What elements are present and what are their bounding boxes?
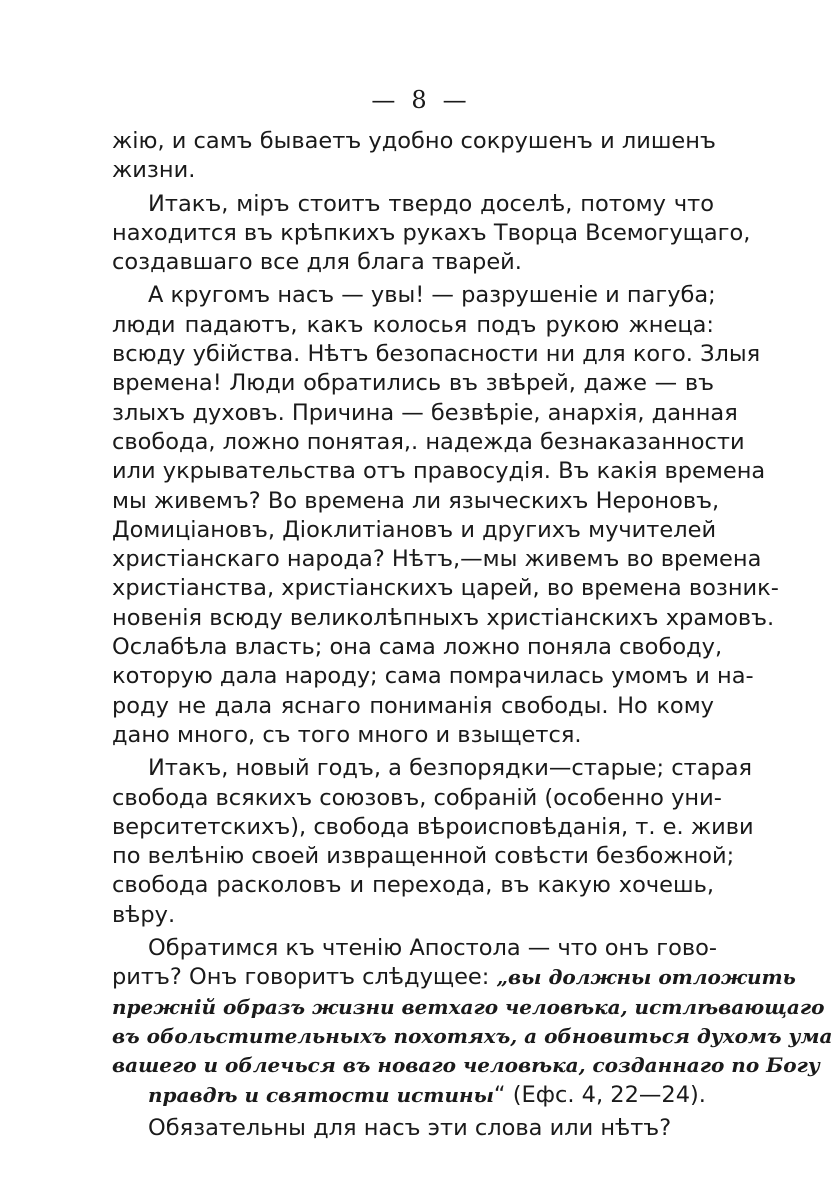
paragraph xyxy=(112,1114,714,1143)
dash-right: — xyxy=(442,86,469,114)
text-line: новенія всюду великолѣпныхъ христіанскихъ храмовъ. xyxy=(112,604,775,631)
text-segment: Обратимся къ чтенію Апостола — что онъ гово- xyxy=(148,935,718,962)
text-line: находится въ крѣпкихъ рукахъ Творца Всемогущаго, xyxy=(112,219,751,246)
quote-segment: правдѣ и святости истины xyxy=(148,1082,494,1107)
paragraph xyxy=(112,281,779,750)
text-line: которую дала народу; сама помрачилась умомъ и на- xyxy=(112,663,754,690)
paragraph xyxy=(112,127,714,186)
text-segment: ритъ? Онъ говоритъ слѣдущее: xyxy=(112,964,497,991)
text-line xyxy=(112,993,825,1022)
quote-segment: вашего и облечься въ новаго человѣка, созданнаго по Богу xyxy=(112,1053,820,1078)
text-line: дано много, съ того много и взыщется. xyxy=(112,721,582,748)
text-line: христіанскаго народа? Нѣтъ,—мы живемъ во времена xyxy=(112,546,762,573)
text-segment: “ (Ефс. 4, 22—24). xyxy=(493,1081,706,1108)
text-line: роду не дала яснаго пониманія свободы. Но кому xyxy=(112,692,714,719)
text-line: вѣру. xyxy=(112,901,176,928)
paragraph xyxy=(112,934,833,1110)
text-line: жію, и самъ бываетъ удобно сокрушенъ и лишенъ xyxy=(112,128,716,154)
text-line: свобода всякихъ союзовъ, собраній (особенно уни- xyxy=(112,784,722,811)
text-line: времена! Люди обратились въ звѣрей, даже — въ xyxy=(112,370,714,397)
page-number-header xyxy=(0,86,840,114)
body-text xyxy=(112,127,833,1143)
quote-segment: „вы должны отложить xyxy=(496,965,796,990)
text-line xyxy=(112,1022,833,1051)
text-line: А кругомъ насъ — увы! — разрушеніе и пагуба; xyxy=(148,282,716,309)
text-line: верситетскихъ), свобода вѣроисповѣданія, т. е. живи xyxy=(112,813,754,840)
text-line: люди падаютъ, какъ колосья подъ рукою жнеца: xyxy=(112,311,714,338)
text-line: христіанства, христіанскихъ царей, во времена возник- xyxy=(112,575,779,602)
quote-segment: прежній образъ жизни ветхаго человѣка, истлѣвающаго xyxy=(112,994,825,1019)
text-line: свобода, ложно понятая,. надежда безнаказанности xyxy=(112,428,745,455)
text-line: или укрывательства отъ правосудія. Въ какія времена xyxy=(112,458,766,485)
page-number: 8 xyxy=(411,86,429,114)
text-line: создавшаго все для блага тварей. xyxy=(112,249,522,276)
dash-left: — xyxy=(371,86,398,114)
text-line: Обязательны для насъ эти слова или нѣтъ? xyxy=(148,1114,672,1141)
text-line: всюду убійства. Нѣтъ безопасности ни для кого. Злыя xyxy=(112,341,761,368)
text-line xyxy=(112,1051,820,1080)
text-line: Ослабѣла власть; она сама ложно поняла свободу, xyxy=(112,634,723,661)
paragraph xyxy=(112,754,754,930)
quote-segment: въ обольстительныхъ похотяхъ, а обновиться духомъ ума xyxy=(112,1023,833,1048)
text-line: злыхъ духовъ. Причина — безвѣріе, анархія, данная xyxy=(112,399,738,426)
text-line: по велѣнію своей извращенной совѣсти безбожной; xyxy=(112,843,735,870)
text-line xyxy=(112,963,796,992)
text-line: жизни. xyxy=(112,157,196,184)
paragraph xyxy=(112,190,751,278)
text-line: мы живемъ? Во времена ли языческихъ Нероновъ, xyxy=(112,487,720,514)
text-line: Итакъ, новый годъ, а безпорядки—старые; старая xyxy=(148,755,753,782)
text-line xyxy=(112,1081,714,1110)
text-line: свобода расколовъ и перехода, въ какую хочешь, xyxy=(112,872,714,899)
text-line xyxy=(112,934,718,963)
text-line: Итакъ, міръ стоитъ твердо доселѣ, потому что xyxy=(148,190,714,217)
text-line: Домиціановъ, Діоклитіановъ и другихъ мучителей xyxy=(112,516,717,543)
